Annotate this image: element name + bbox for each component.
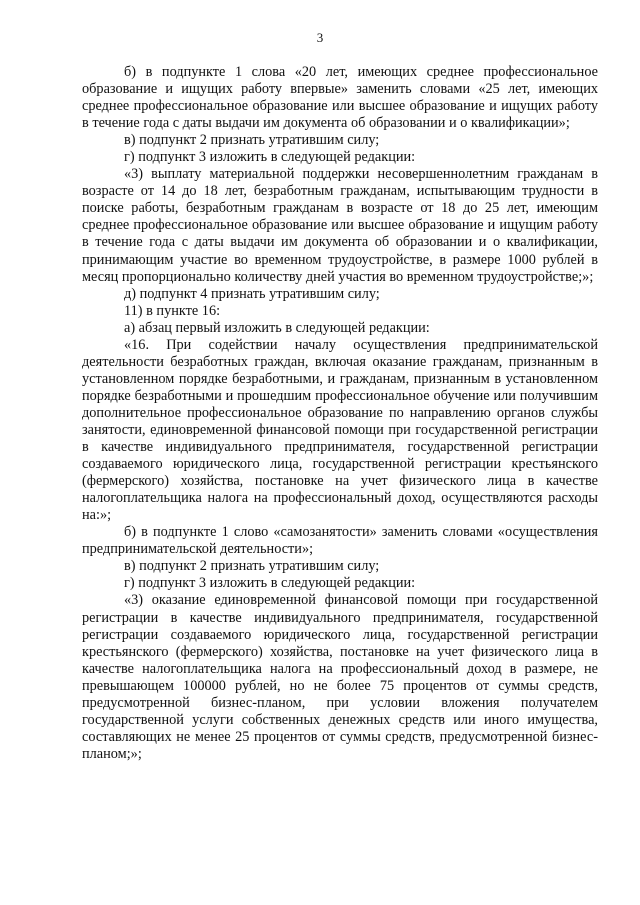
page-number: 3 xyxy=(316,30,324,45)
paragraph-1b-subitem-1: б) в подпункте 1 слова «20 лет, имеющих среднее профессиональное образование и ищущих работу впервые» заменить словами «25 лет, имеющих среднее профессиональное образование или высшее образование и ищущих работу в течение года с даты выдачи им документа об образовании и о квалификации»; xyxy=(82,64,598,132)
paragraph-subitem-3-text: «3) выплату материальной поддержки несовершеннолетним гражданам в возрасте от 14 до 18 лет, безработным гражданам, испытывающим трудности в поиске работы, безработным гражданам в возрасте от 18 до 25 лет, имеющим среднее профессиональное образование или высшее образование и ищущим работу в течение года с даты выдачи им документа об образовании и о квалификации, принимающим участие во временном трудоустройстве, в размере 1000 рублей в месяц пропорционально количеству дней участия во временном трудоустройстве;»; xyxy=(82,166,598,285)
paragraph-2a-first-paragraph: а) абзац первый изложить в следующей редакции: xyxy=(124,319,430,336)
paragraph-1v-subitem-2: в) подпункт 2 признать утратившим силу; xyxy=(124,132,380,149)
paragraph-subitem-3-financial-aid: «3) оказание единовременной финансовой помощи при государственной регистрации в качестве индивидуального предпринимателя, государственной регистрации создаваемого юридического лица, государственной регистрации крестьянского (фермерского) хозяйства, постановке на учет физического лица в качестве налогоплательщика налога на профессиональный доход в размере, не превышающем 100000 рублей, но не более 75 процентов от суммы средств, предусмотренной бизнес-планом, при условии вложения получателем государственной услуги собственных денежных средств или иного имущества, составляющих не менее 25 процентов от суммы средств, предусмотренной бизнес-планом;»; xyxy=(82,592,598,762)
paragraph-1d-subitem-4: д) подпункт 4 признать утратившим силу; xyxy=(124,285,380,302)
paragraph-2g-subitem-3: г) подпункт 3 изложить в следующей редакции: xyxy=(124,575,416,592)
paragraph-point-16-text: «16. При содействии началу осуществления предпринимательской деятельности безработных граждан, включая оказание гражданам, признанным в установленном порядке безработными, и гражданам, признанным в установленном порядке безработными и прошедшим профессиональное обучение или получившим дополнительное профессиональное образование по направлению органов службы занятости, единовременной финансовой помощи при государственной регистрации в качестве индивидуального предпринимателя, государственной регистрации создаваемого юридического лица, государственной регистрации крестьянского (фермерского) хозяйства, постановке на учет физического лица в качестве налогоплательщика налога на профессиональный доход, осуществляются расходы на:»; xyxy=(82,336,598,524)
document-body xyxy=(82,64,598,763)
paragraph-item-11: 11) в пункте 16: xyxy=(124,302,221,319)
paragraph-2v-subitem-2: в) подпункт 2 признать утратившим силу; xyxy=(124,558,380,575)
paragraph-1g-subitem-3: г) подпункт 3 изложить в следующей редакции: xyxy=(124,149,416,166)
paragraph-2b-subitem-1: б) в подпункте 1 слово «самозанятости» заменить словами «осуществления предпринимательской деятельности»; xyxy=(82,524,598,558)
